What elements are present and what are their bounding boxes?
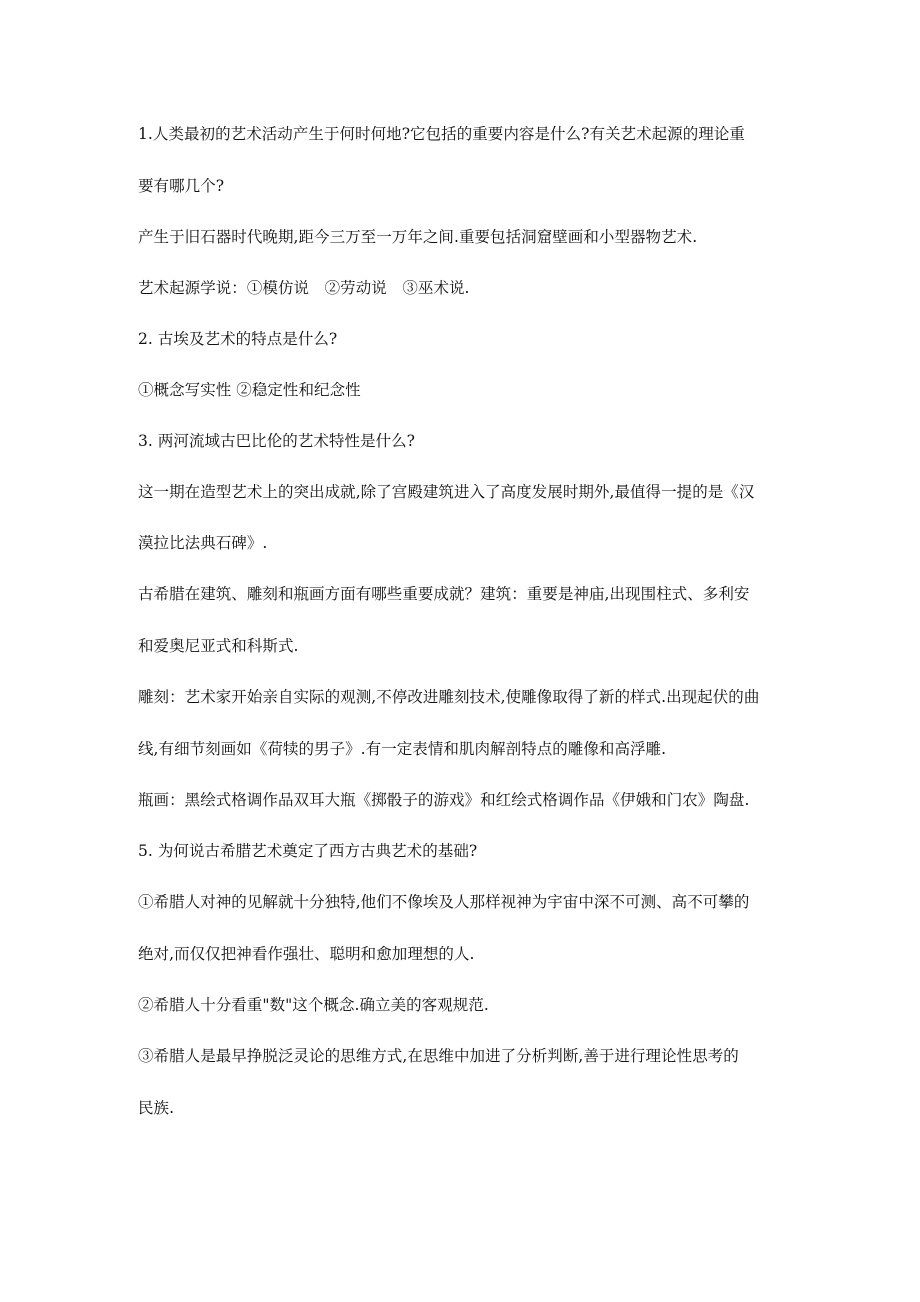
question-2: 2. 古埃及艺术的特点是什么?: [138, 330, 338, 348]
answer-5-point-1-line-1: ①希腊人对神的见解就十分独特,他们不像埃及人那样视神为宇宙中深不可测、高不可攀的: [138, 893, 750, 911]
question-4-line-2: 和爱奥尼亚式和科斯式.: [138, 637, 299, 655]
question-1-line-1: 1.人类最初的艺术活动产生于何时何地?它包括的重要内容是什么?有关艺术起源的理论重: [138, 125, 745, 143]
question-3: 3. 两河流域古巴比伦的艺术特性是什么?: [138, 432, 416, 450]
document-page: [138, 124, 784, 1118]
sculpture-line-2: 线,有细节刻画如《荷犊的男子》.有一定表情和肌肉解剖特点的雕像和高浮雕.: [138, 740, 667, 758]
sculpture-line-1: 雕刻：艺术家开始亲自实际的观测,不停改进雕刻技术,使雕像取得了新的样式.出现起伏的曲: [138, 688, 760, 706]
answer-1-text: 产生于旧石器时代晚期,距今三万至一万年之间.重要包括洞窟壁画和小型器物艺术.: [138, 228, 698, 246]
answer-2: ①概念写实性 ②稳定性和纪念性: [138, 381, 361, 399]
answer-3-line-1: 这一期在造型艺术上的突出成就,除了宫殿建筑进入了高度发展时期外,最值得一提的是《汉: [138, 483, 755, 501]
question-4-line-1: 古希腊在建筑、雕刻和瓶画方面有哪些重要成就？建筑：重要是神庙,出现围柱式、多利安: [138, 585, 750, 603]
question-5: 5. 为何说古希腊艺术奠定了西方古典艺术的基础?: [138, 842, 478, 860]
answer-5-point-2: ②希腊人十分看重"数"这个概念.确立美的客观规范.: [138, 996, 489, 1014]
vase-painting: 瓶画：黑绘式格调作品双耳大瓶《掷骰子的游戏》和红绘式格调作品《伊娥和门农》陶盘.: [138, 791, 750, 809]
answer-3-line-2: 漠拉比法典石碑》.: [138, 534, 268, 552]
answer-5-point-1-line-2: 绝对,而仅仅把神看作强壮、聪明和愈加理想的人.: [138, 945, 475, 963]
answer-1-theories: 艺术起源学说：①模仿说 ②劳动说 ③巫术说.: [138, 279, 470, 297]
answer-5-point-3-line-2: 民族.: [138, 1099, 175, 1117]
answer-5-point-3-line-1: ③希腊人是最早挣脱泛灵论的思维方式,在思维中加进了分析判断,善于进行理论性思考的: [138, 1047, 739, 1065]
question-1-line-2: 要有哪几个?: [138, 177, 225, 195]
